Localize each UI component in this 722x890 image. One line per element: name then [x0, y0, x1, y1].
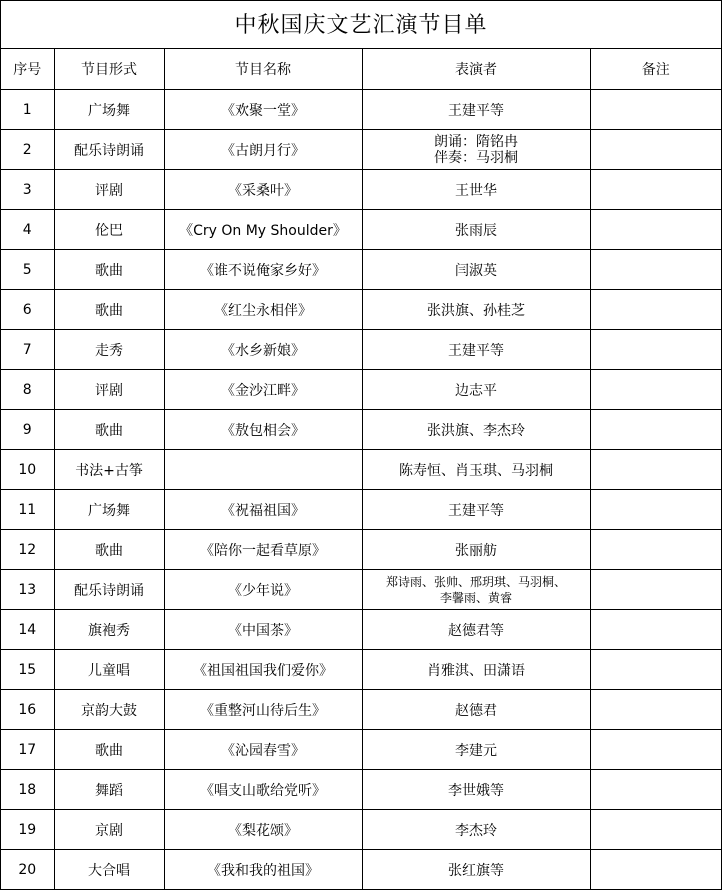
cell-seq: 10	[1, 450, 54, 490]
performer-line: 李杰玲	[455, 822, 497, 839]
performer-line: 闫淑英	[455, 262, 497, 279]
cell-note	[590, 450, 721, 490]
table-header-row	[1, 49, 721, 90]
cell-seq: 19	[1, 810, 54, 850]
cell-name: 《重整河山待后生》	[164, 690, 362, 730]
cell-form: 广场舞	[54, 90, 164, 130]
cell-name: 《唱支山歌给党听》	[164, 770, 362, 810]
cell-name: 《欢聚一堂》	[164, 90, 362, 130]
cell-note	[590, 210, 721, 250]
cell-form: 配乐诗朗诵	[54, 570, 164, 610]
performer-line: 王世华	[455, 182, 497, 199]
table-row	[1, 690, 721, 730]
cell-form: 京韵大鼓	[54, 690, 164, 730]
cell-performer	[362, 650, 590, 690]
cell-performer	[362, 250, 590, 290]
cell-form: 大合唱	[54, 850, 164, 890]
cell-form: 歌曲	[54, 290, 164, 330]
cell-note	[590, 370, 721, 410]
cell-note	[590, 730, 721, 770]
performer-line: 李馨雨、黄睿	[439, 590, 512, 605]
table-row	[1, 810, 721, 850]
cell-seq: 1	[1, 90, 54, 130]
cell-note	[590, 330, 721, 370]
cell-note	[590, 130, 721, 170]
cell-seq: 8	[1, 370, 54, 410]
cell-seq: 12	[1, 530, 54, 570]
performer-line: 张丽舫	[455, 542, 497, 559]
cell-form: 评剧	[54, 370, 164, 410]
cell-performer	[362, 770, 590, 810]
table-row	[1, 650, 721, 690]
cell-performer	[362, 730, 590, 770]
cell-note	[590, 170, 721, 210]
cell-performer	[362, 690, 590, 730]
performer-line: 赵德君	[455, 702, 497, 719]
cell-performer	[362, 370, 590, 410]
performer-line: 张洪旗、李杰玲	[427, 422, 525, 439]
cell-note	[590, 610, 721, 650]
cell-performer	[362, 850, 590, 890]
cell-form: 评剧	[54, 170, 164, 210]
cell-name: 《祝福祖国》	[164, 490, 362, 530]
cell-performer	[362, 410, 590, 450]
header-note: 备注	[590, 49, 721, 90]
cell-note	[590, 770, 721, 810]
cell-note	[590, 690, 721, 730]
cell-performer	[362, 530, 590, 570]
cell-seq: 7	[1, 330, 54, 370]
header-form: 节目形式	[54, 49, 164, 90]
cell-form: 京剧	[54, 810, 164, 850]
performer-line: 陈寿恒、肖玉琪、马羽桐	[399, 462, 553, 479]
header-seq: 序号	[1, 49, 54, 90]
cell-note	[590, 90, 721, 130]
table-row	[1, 90, 721, 130]
performer-line: 张红旗等	[448, 862, 504, 879]
cell-name: 《我和我的祖国》	[164, 850, 362, 890]
cell-name: 《沁园春雪》	[164, 730, 362, 770]
cell-performer	[362, 90, 590, 130]
table-row	[1, 250, 721, 290]
cell-form: 儿童唱	[54, 650, 164, 690]
cell-name: 《少年说》	[164, 570, 362, 610]
cell-name: 《敖包相会》	[164, 410, 362, 450]
cell-performer	[362, 170, 590, 210]
cell-seq: 11	[1, 490, 54, 530]
table-row	[1, 610, 721, 650]
cell-note	[590, 810, 721, 850]
cell-note	[590, 410, 721, 450]
performer-line: 王建平等	[448, 102, 504, 119]
header-performer: 表演者	[362, 49, 590, 90]
cell-name: 《中国茶》	[164, 610, 362, 650]
cell-form: 歌曲	[54, 410, 164, 450]
table-row	[1, 770, 721, 810]
cell-seq: 13	[1, 570, 54, 610]
cell-seq: 9	[1, 410, 54, 450]
cell-seq: 4	[1, 210, 54, 250]
cell-name: 《陪你一起看草原》	[164, 530, 362, 570]
performer-line: 张雨辰	[455, 222, 497, 239]
table-row	[1, 370, 721, 410]
cell-note	[590, 250, 721, 290]
cell-form: 配乐诗朗诵	[54, 130, 164, 170]
cell-name: 《红尘永相伴》	[164, 290, 362, 330]
cell-form: 旗袍秀	[54, 610, 164, 650]
cell-performer	[362, 290, 590, 330]
cell-seq: 14	[1, 610, 54, 650]
performer-line: 边志平	[455, 382, 497, 399]
table-row	[1, 730, 721, 770]
table-row	[1, 450, 721, 490]
cell-seq: 5	[1, 250, 54, 290]
performer-line: 肖雅淇、田潇语	[427, 662, 525, 679]
table-row	[1, 850, 721, 890]
cell-seq: 6	[1, 290, 54, 330]
table-row	[1, 170, 721, 210]
performer-line: 郑诗雨、张帅、邢玥琪、马羽桐、	[385, 574, 566, 589]
cell-seq: 17	[1, 730, 54, 770]
cell-name: 《水乡新娘》	[164, 330, 362, 370]
table-row	[1, 330, 721, 370]
cell-name: 《Cry On My Shoulder》	[164, 210, 362, 250]
table-row	[1, 570, 721, 610]
cell-name: 《谁不说俺家乡好》	[164, 250, 362, 290]
table-row	[1, 530, 721, 570]
cell-performer	[362, 490, 590, 530]
performer-line: 李世娥等	[448, 782, 504, 799]
performer-line: 伴奏：马羽桐	[434, 149, 518, 166]
cell-form: 舞蹈	[54, 770, 164, 810]
cell-note	[590, 290, 721, 330]
cell-form: 歌曲	[54, 530, 164, 570]
cell-seq: 3	[1, 170, 54, 210]
performer-line: 赵德君等	[448, 622, 504, 639]
cell-performer	[362, 450, 590, 490]
cell-performer	[362, 210, 590, 250]
cell-name: 《采桑叶》	[164, 170, 362, 210]
cell-name: 《古朗月行》	[164, 130, 362, 170]
program-table	[1, 49, 721, 890]
performer-line: 张洪旗、孙桂芝	[427, 302, 525, 319]
cell-form: 广场舞	[54, 490, 164, 530]
cell-seq: 2	[1, 130, 54, 170]
performer-line: 王建平等	[448, 342, 504, 359]
cell-performer	[362, 810, 590, 850]
cell-form: 伦巴	[54, 210, 164, 250]
cell-note	[590, 570, 721, 610]
performer-line: 李建元	[455, 742, 497, 759]
table-body	[1, 90, 721, 890]
cell-note	[590, 530, 721, 570]
cell-performer	[362, 610, 590, 650]
performer-line: 朗诵：隋铭冉	[434, 133, 518, 150]
cell-seq: 20	[1, 850, 54, 890]
table-row	[1, 130, 721, 170]
cell-performer	[362, 330, 590, 370]
cell-name: 《梨花颂》	[164, 810, 362, 850]
header-name: 节目名称	[164, 49, 362, 90]
table-row	[1, 410, 721, 450]
cell-form: 走秀	[54, 330, 164, 370]
table-row	[1, 210, 721, 250]
cell-name: 《金沙江畔》	[164, 370, 362, 410]
cell-performer	[362, 570, 590, 610]
cell-note	[590, 650, 721, 690]
cell-form: 书法+古筝	[54, 450, 164, 490]
cell-name	[164, 450, 362, 490]
cell-performer	[362, 130, 590, 170]
cell-form: 歌曲	[54, 250, 164, 290]
cell-form: 歌曲	[54, 730, 164, 770]
cell-seq: 16	[1, 690, 54, 730]
table-row	[1, 290, 721, 330]
page-title: 中秋国庆文艺汇演节目单	[1, 0, 721, 49]
cell-note	[590, 490, 721, 530]
cell-seq: 15	[1, 650, 54, 690]
cell-seq: 18	[1, 770, 54, 810]
cell-name: 《祖国祖国我们爱你》	[164, 650, 362, 690]
table-row	[1, 490, 721, 530]
cell-note	[590, 850, 721, 890]
performer-line: 王建平等	[448, 502, 504, 519]
